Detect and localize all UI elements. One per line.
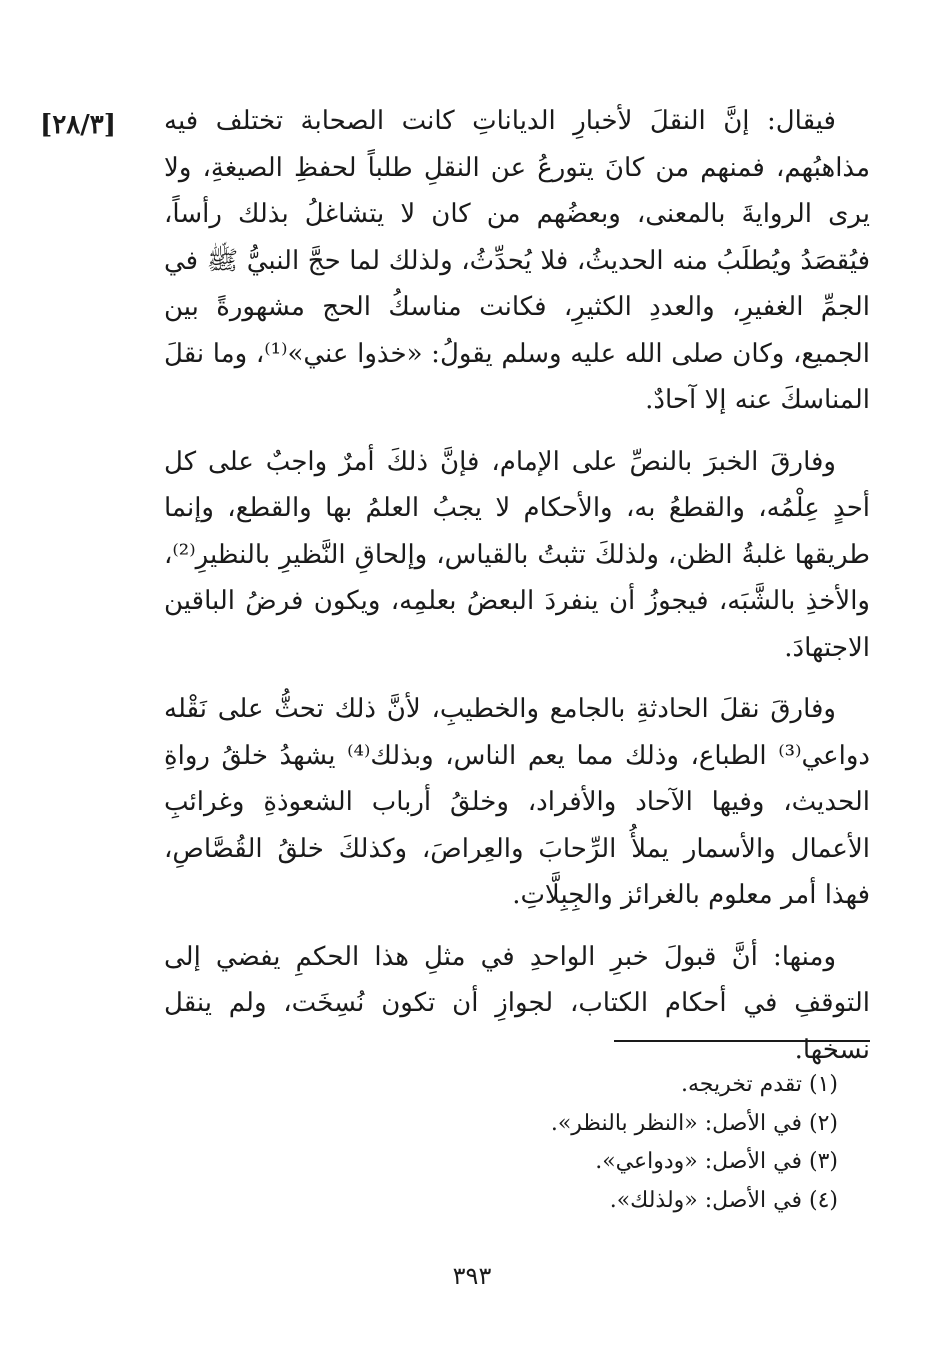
- paragraph-3: وفارقَ نقلَ الحادثةِ بالجامع والخطيبِ، لأنَّ ذلك تحثُّ على نَقْله دواعي⁽³⁾ الطباع، وذلك مما يعم الناس، وبذلك⁽⁴⁾ يشهدُ خلقُ رواةِ الحديث، وفيها الآحاد والأفراد، وخلقُ أرباب الشعوذةِ وغرائبِ الأعمال والأسمار يملأُ الرِّحابَ والعِراصَ، وكذلكَ خلقُ القُصَّاصِ، فهذا أمر معلوم بالغرائز والجِبِلَّاتِ.: [164, 694, 871, 910]
- page-number: ٣٩٣: [452, 1262, 492, 1290]
- paragraph-1: فيقال: إنَّ النقلَ لأخبارِ الدياناتِ كانت الصحابة تختلف فيه مذاهبُهم، فمنهم من كانَ يتورعُ عن النقلِ طلباً لحفظِ الصيغةِ، ولا يرى الروايةَ بالمعنى، وبعضُهم من كان لا يتشاغلُ بذلك رأساً، فيُقصَدُ ويُطلَبُ منه الحديثُ، فلا يُحدِّثُ، ولذلك لما حجَّ النبيُّ ﷺ في الجمِّ الغفيرِ، والعددِ الكثيرِ، فكانت مناسكُ الحج مشهورةً بين الجميع، وكان صلى الله عليه وسلم يقولُ: «خذوا عني»⁽¹⁾، وما نقلَ المناسكَ عنه إلا آحادٌ.: [164, 106, 870, 415]
- main-text: [164, 98, 870, 1073]
- footnote-2: (٢) في الأصل: «النظر بالنظر».: [550, 1110, 838, 1136]
- footnote-divider: [614, 1040, 870, 1042]
- footnote-3: (٣) في الأصل: «ودواعي».: [595, 1149, 838, 1174]
- volume-page-marker: [٢٨/٣]: [40, 110, 117, 140]
- footnote-1: (١) تقدم تخريجه.: [681, 1072, 838, 1097]
- footnote-4: (٤) في الأصل: «ولذلك».: [609, 1187, 838, 1213]
- paragraph-4: ومنها: أنَّ قبولَ خبرِ الواحدِ في مثلِ هذا الحكمِ يفضي إلى التوقفِ في أحكام الكتاب، لجوازِ أن تكون نُسِخَت، ولم ينقل نسخها.: [164, 941, 870, 1065]
- footnotes-list: [300, 1066, 838, 1220]
- paragraph-2: وفارقَ الخبرَ بالنصِّ على الإمام، فإنَّ ذلكَ أمرٌ واجبٌ على كل أحدٍ عِلْمُه، والقطعُ به، والأحكام لا يجبُ العلمُ بها والقطع، وإنما طريقها غلبةُ الظن، ولذلكَ تثبتُ بالقياس، وإلحاقِ النَّظيرِ بالنظيرِ⁽²⁾، والأخذِ بالشَّبَه، فيجوزُ أن ينفردَ البعضُ بعلمِه، ويكون فرضُ الباقين الاجتهادَ.: [164, 446, 870, 663]
